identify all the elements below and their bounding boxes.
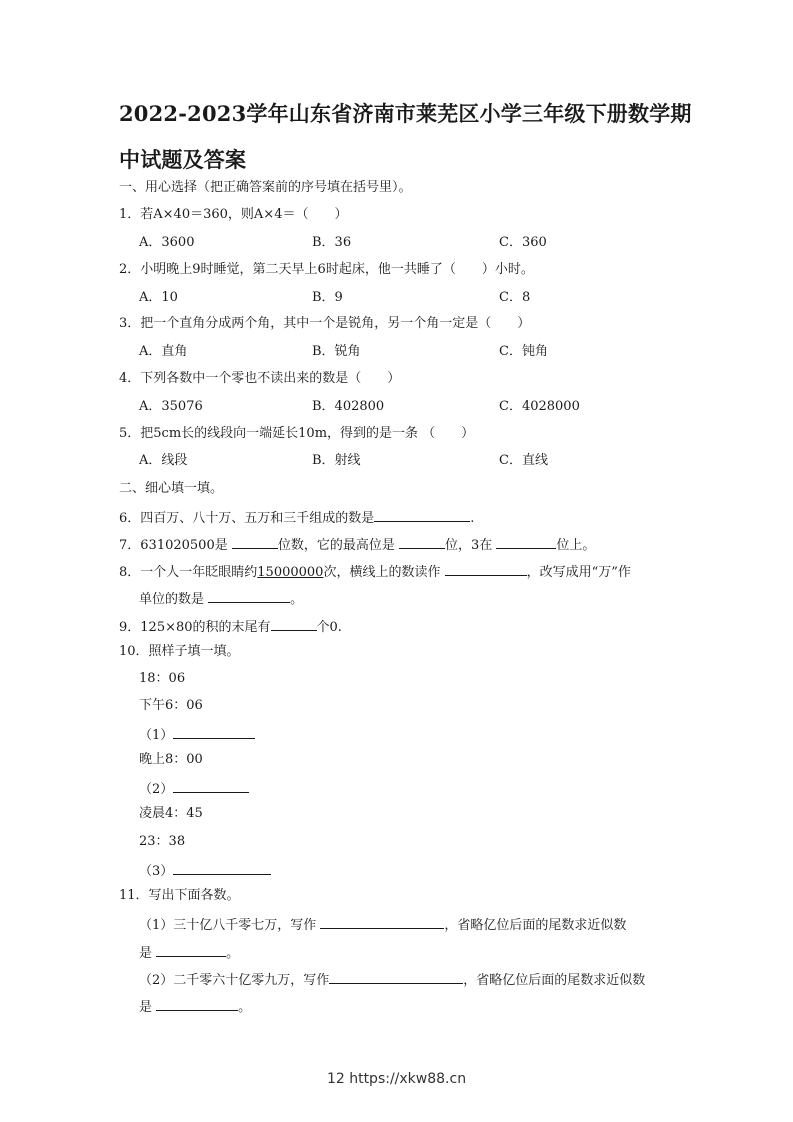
answer-blank[interactable] bbox=[329, 970, 463, 984]
q11-p2-text-c: 是 bbox=[139, 1000, 157, 1015]
option-a: A．线段 bbox=[139, 453, 188, 468]
question-8 bbox=[119, 562, 631, 581]
q7-text-c: 位，3在 bbox=[444, 538, 497, 553]
q8-number: 15000000 bbox=[257, 565, 324, 580]
page-title-line2: 中试题及答案 bbox=[119, 147, 247, 172]
q8-text-a: 8．一个人一年眨眼睛约 bbox=[119, 565, 258, 580]
q11-p2-text-d: 。 bbox=[238, 1000, 252, 1015]
answer-blank[interactable] bbox=[232, 535, 278, 549]
question-8-cont bbox=[139, 589, 303, 608]
answer-blank[interactable] bbox=[173, 861, 271, 875]
q10-label-1: （1） bbox=[139, 728, 174, 743]
answer-blank[interactable] bbox=[173, 725, 255, 739]
section2-heading: 二、细心填一填。 bbox=[119, 481, 224, 496]
question-stem: 2．小明晚上9时睡觉，第二天早上6时起床，他一共睡了（ ）小时。 bbox=[119, 262, 534, 277]
option-c: C．钝角 bbox=[499, 344, 548, 359]
answer-blank[interactable] bbox=[156, 997, 238, 1011]
option-a: A．10 bbox=[139, 290, 178, 305]
q11-part1 bbox=[139, 915, 626, 934]
q10-item-3 bbox=[139, 861, 271, 880]
q7-text-a: 7．631020500是 bbox=[119, 538, 232, 553]
answer-blank[interactable] bbox=[173, 779, 249, 793]
q11-p2-text-a: （2）二千零六十亿零九万，写作 bbox=[139, 973, 330, 988]
answer-blank[interactable] bbox=[445, 562, 527, 576]
option-b: B．射线 bbox=[312, 453, 361, 468]
option-a: A．直角 bbox=[139, 344, 188, 359]
q11-p1-text-d: 。 bbox=[226, 946, 240, 961]
q10-item-1 bbox=[139, 725, 255, 744]
question-10-stem: 10．照样子填一填。 bbox=[119, 644, 240, 659]
q9-text-a: 9．125×80的积的末尾有 bbox=[119, 620, 271, 635]
q11-p2-text-b: ，省略亿位后面的尾数求近似数 bbox=[463, 973, 646, 988]
q8-text-e: 。 bbox=[290, 592, 304, 607]
option-c: C．直线 bbox=[499, 453, 548, 468]
option-b: B．锐角 bbox=[312, 344, 361, 359]
q10-item-2 bbox=[139, 779, 249, 798]
answer-blank[interactable] bbox=[496, 535, 556, 549]
option-b: B．9 bbox=[312, 290, 343, 305]
option-c: C．4028000 bbox=[499, 399, 580, 414]
question-stem: 3．把一个直角分成两个角，其中一个是锐角，另一个角一定是（ ） bbox=[119, 316, 531, 331]
question-stem: 1．若A×40＝360，则A×4＝（ ） bbox=[119, 207, 348, 222]
question-stem: 5．把5cm长的线段向一端延长10m，得到的是一条 （ ） bbox=[119, 426, 475, 441]
q6-end: . bbox=[470, 511, 475, 526]
question-6 bbox=[119, 508, 474, 527]
option-a: A．35076 bbox=[139, 399, 203, 414]
q8-text-d: 单位的数是 bbox=[139, 592, 209, 607]
q11-p1-text-b: ，省略亿位后面的尾数求近似数 bbox=[444, 918, 627, 933]
q7-text-b: 位数，它的最高位是 bbox=[277, 538, 399, 553]
option-a: A．3600 bbox=[139, 235, 195, 250]
q8-text-c: ，改写成用“万”作 bbox=[526, 565, 631, 580]
q11-part2 bbox=[139, 970, 645, 989]
page-footer: 12 https://xkw88.cn bbox=[326, 1071, 467, 1087]
q10-time-4: 23：38 bbox=[139, 834, 186, 849]
q11-part1-cont bbox=[139, 943, 239, 962]
q11-p1-text-a: （1）三十亿八千零七万，写作 bbox=[139, 918, 321, 933]
option-b: B．402800 bbox=[312, 399, 385, 414]
question-stem: 4．下列各数中一个零也不读出来的数是（ ） bbox=[119, 371, 401, 386]
option-b: B．36 bbox=[312, 235, 352, 250]
answer-blank[interactable] bbox=[320, 915, 444, 929]
q10-label-3: （3） bbox=[139, 864, 174, 879]
answer-blank[interactable] bbox=[208, 589, 290, 603]
option-c: C．8 bbox=[499, 290, 531, 305]
question-9 bbox=[119, 617, 342, 636]
q10-example-time: 18：06 bbox=[139, 671, 186, 686]
section1-heading: 一、用心选择（把正确答案前的序号填在括号里）。 bbox=[119, 180, 412, 195]
q6-text: 6．四百万、八十万、五万和三千组成的数是 bbox=[119, 511, 375, 526]
q10-time-3: 凌晨4：45 bbox=[139, 806, 203, 821]
q10-label-2: （2） bbox=[139, 782, 174, 797]
q8-text-b: 次，横线上的数读作 bbox=[323, 565, 445, 580]
option-c: C．360 bbox=[499, 235, 547, 250]
q10-time-2: 晚上8：00 bbox=[139, 752, 203, 767]
question-7 bbox=[119, 535, 595, 554]
page-title-line1: 2022-2023学年山东省济南市莱芜区小学三年级下册数学期 bbox=[119, 101, 692, 126]
q11-part2-cont bbox=[139, 997, 251, 1016]
q11-p1-text-c: 是 bbox=[139, 946, 157, 961]
q7-text-d: 位上。 bbox=[556, 538, 596, 553]
answer-blank[interactable] bbox=[156, 943, 226, 957]
q10-example-answer: 下午6：06 bbox=[139, 698, 203, 713]
answer-blank[interactable] bbox=[271, 617, 317, 631]
answer-blank[interactable] bbox=[374, 508, 470, 522]
answer-blank[interactable] bbox=[399, 535, 445, 549]
question-11-stem: 11．写出下面各数。 bbox=[119, 888, 240, 903]
q9-text-b: 个0. bbox=[316, 620, 342, 635]
